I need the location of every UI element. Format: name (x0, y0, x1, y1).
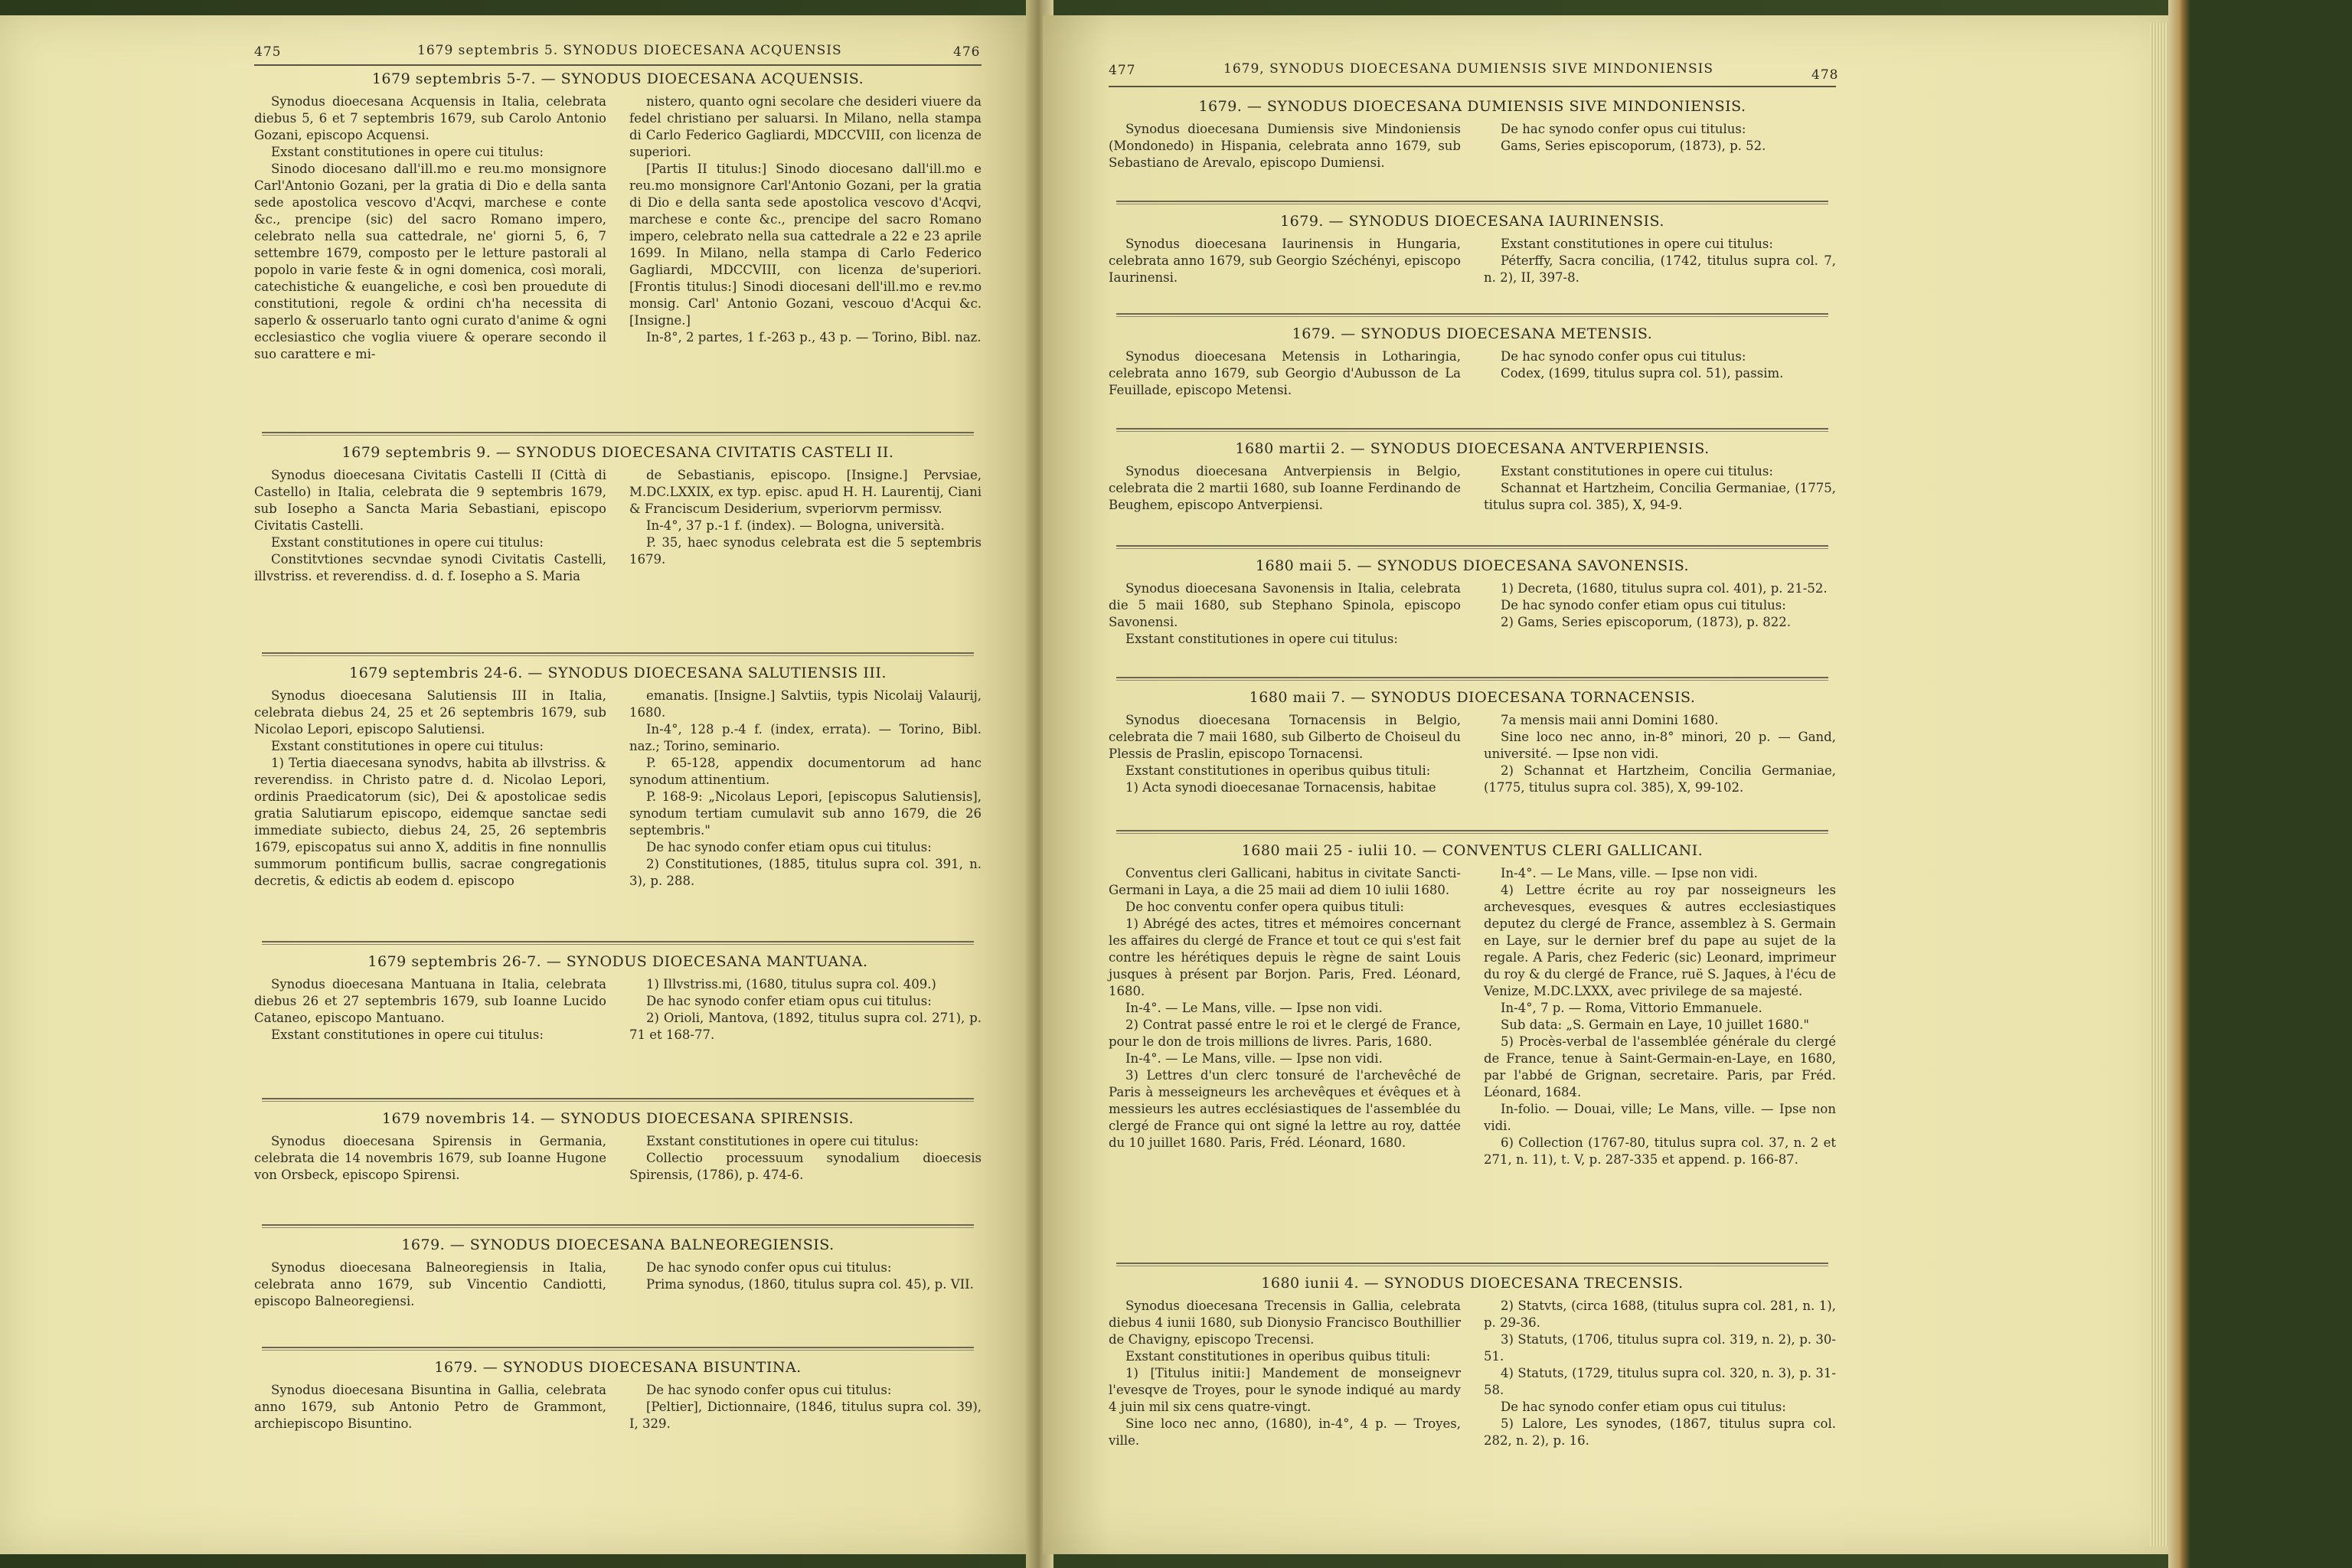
entry-paragraph: Synodus dioecesana Trecensis in Gallia, celebrata diebus 4 iunii 1680, sub Dionysio Francisco Bouthillier de Chavigny, episcopo Trecensi. (1109, 1298, 1461, 1347)
catalog-entry (254, 953, 982, 1044)
entry-paragraph: Synodus dioecesana Iaurinensis in Hungaria, celebrata anno 1679, sub Georgio Széchényi, episcopo Iaurinensi. (1109, 237, 1461, 285)
entry-paragraph: Exstant constitutiones in opere cui titulus: (271, 145, 544, 159)
entry-paragraph: 1) Acta synodi dioecesanae Tornacensis, habitae (1125, 780, 1436, 795)
entry-column (254, 688, 606, 890)
entry-paragraph: emanatis. [Insigne.] Salvtiis, typis Nicolaij Valaurij, 1680. (629, 688, 982, 720)
entry-title: 1679 septembris 5-7. — SYNODUS DIOECESANA ACQUENSIS. (371, 70, 864, 87)
entry-separator-rule (1116, 545, 1828, 549)
catalog-entry (1109, 213, 1836, 286)
entry-paragraph: In-4°, 128 p.-4 f. (index, errata). — Torino, Bibl. naz.; Torino, seminario. (629, 722, 982, 753)
entry-paragraph: 1) Tertia diaecesana synodvs, habita ab illvstriss. & reverendiss. in Christo patre d. d. Nicolao Lepori, ordinis Praedicatorum (sic), Dei & apostolicae sedis gratia Salutiarum episcopo, eidemque sanctae sedi immediate subiecto, diebus 24, 25, 26 septembris 1679, episcopatus sui anno X, additis in fine nonnullis summorum pontificum bullis, sacrae congregationis decretis, & edictis ab eodem d. episcopo (254, 756, 606, 888)
entry-paragraph: Exstant constitutiones in opere cui titulus: (271, 739, 544, 753)
entry-separator-rule (262, 941, 974, 945)
entry-paragraph: De hoc conventu confer opera quibus tituli: (1125, 900, 1404, 914)
running-title: 1679 septembris 5. SYNODUS DIOECESANA ACQUENSIS (417, 43, 842, 58)
entry-column (1484, 121, 1836, 172)
entry-paragraph: Sub data: „S. Germain en Laye, 10 juillet 1680." (1501, 1018, 1809, 1032)
catalog-entry (1109, 842, 1836, 1168)
entry-paragraph: 7a mensis maii anni Domini 1680. (1501, 713, 1719, 727)
entry-column (1109, 580, 1461, 648)
entry-column (1484, 712, 1836, 796)
entry-paragraph: Synodus dioecesana Dumiensis sive Mindoniensis (Mondonedo) in Hispania, celebrata anno 1679, sub Sebastiano de Arevalo, episcopo Dumiensi. (1109, 122, 1461, 170)
entry-column (1484, 580, 1836, 648)
entry-column (1109, 348, 1461, 399)
entry-paragraph: Exstant constitutiones in operibus quibus tituli: (1125, 763, 1431, 778)
header-rule (1109, 86, 1836, 87)
entry-column (629, 467, 982, 585)
entry-paragraph: [Peltier], Dictionnaire, (1846, titulus supra col. 39), I, 329. (629, 1400, 982, 1431)
entry-paragraph: Prima synodus, (1860, titulus supra col. 45), p. VII. (646, 1277, 974, 1292)
entry-paragraph: Schannat et Hartzheim, Concilia Germaniae, (1775, titulus supra col. 385), X, 94-9. (1484, 481, 1836, 512)
entry-separator-rule (262, 1224, 974, 1228)
page-number: 477 (1109, 63, 1136, 78)
entry-paragraph: P. 168-9: „Nicolaus Lepori, [episcopus Salutiensis], synodum tertiam cumulavit sub anno 1679, die 26 septembris." (629, 789, 982, 838)
entry-paragraph: In-folio. — Douai, ville; Le Mans, ville. — Ipse non vidi. (1484, 1102, 1836, 1133)
entry-column (1484, 348, 1836, 399)
entry-title: 1679 novembris 14. — SYNODUS DIOECESANA SPIRENSIS. (381, 1110, 854, 1127)
entry-paragraph: In-4°. — Le Mans, ville. — Ipse non vidi. (1125, 1051, 1383, 1066)
entry-paragraph: In-4°. — Le Mans, ville. — Ipse non vidi. (1501, 866, 1758, 880)
entry-column (254, 1382, 606, 1432)
entry-title: 1680 iunii 4. — SYNODUS DIOECESANA TRECENSIS. (1261, 1275, 1684, 1292)
entry-paragraph: 2) Schannat et Hartzheim, Concilia Germaniae, (1775, titulus supra col. 385), X, 99-102. (1484, 763, 1836, 795)
entry-column (629, 1259, 982, 1310)
entry-paragraph: 3) Lettres d'un clerc tonsuré de l'archevêché de Paris à messeigneurs les archevêques et évêques et à messieurs les autres ecclésiastiques de l'assemblée du clergé de France qui ont signé la lettre au roy, dattée du 10 juillet 1680. Paris, Fréd. Léonard, 1680. (1109, 1068, 1461, 1150)
entry-paragraph: Exstant constitutiones in operibus quibus tituli: (1125, 1349, 1431, 1364)
entry-paragraph: 1) [Titulus initii:] Mandement de monseignevr l'evesqve de Troyes, pour le synode indiqué au mardy 4 juin mil six cens quatre-vingt. (1109, 1366, 1461, 1414)
entry-paragraph: Sine loco nec anno, (1680), in-4°, 4 p. — Troyes, ville. (1109, 1416, 1461, 1448)
entry-title: 1679 septembris 26-7. — SYNODUS DIOECESANA MANTUANA. (368, 953, 868, 970)
entry-title: 1679 septembris 24-6. — SYNODUS DIOECESANA SALUTIENSIS III. (349, 665, 887, 681)
entry-column (254, 976, 606, 1044)
entry-paragraph: Synodus dioecesana Antverpiensis in Belgio, celebrata die 2 martii 1680, sub Ioanne Ferdinando de Beughem, episcopo Antverpiensi. (1109, 464, 1461, 512)
page-number: 478 (1811, 67, 1839, 83)
entry-title: 1679 septembris 9. — SYNODUS DIOECESANA CIVITATIS CASTELI II. (341, 444, 894, 461)
entry-column (1109, 865, 1461, 1168)
catalog-entry (1109, 1275, 1836, 1449)
catalog-entry (1109, 325, 1836, 399)
book-cover-edge (2168, 0, 2352, 1568)
entry-paragraph: In-4°, 7 p. — Roma, Vittorio Emmanuele. (1501, 1001, 1762, 1015)
entry-separator-rule (1116, 830, 1828, 834)
entry-separator-rule (1116, 428, 1828, 432)
entry-paragraph: Collectio processuum synodalium dioecesis Spirensis, (1786), p. 474-6. (629, 1151, 982, 1182)
entry-paragraph: Synodus dioecesana Salutiensis III in Italia, celebrata diebus 24, 25 et 26 septembris 1679, sub Nicolao Lepori, episcopo Salutiensi. (254, 688, 606, 737)
catalog-entry (254, 1110, 982, 1184)
entry-paragraph: Synodus dioecesana Balneoregiensis in Italia, celebrata anno 1679, sub Vincentio Candiotti, episcopo Balneoregiensi. (254, 1260, 606, 1308)
catalog-entry (1109, 98, 1836, 172)
entry-paragraph: Gams, Series episcoporum, (1873), p. 52. (1501, 139, 1766, 153)
entry-paragraph: 1) Illvstriss.mi, (1680, titulus supra col. 409.) (646, 977, 936, 991)
entry-paragraph: Exstant constitutiones in opere cui titulus: (646, 1134, 919, 1148)
entry-column (629, 976, 982, 1044)
entry-title: 1679. — SYNODUS DIOECESANA BISUNTINA. (434, 1359, 802, 1376)
entry-column (1484, 865, 1836, 1168)
entry-paragraph: 5) Procès-verbal de l'assemblée générale du clergé de France, tenue à Saint-Germain-en-Laye, en 1680, par l'abbé de Grignan, secretaire. Paris, par Fréd. Léonard, 1684. (1484, 1034, 1836, 1099)
entry-column (1109, 121, 1461, 172)
entry-separator-rule (1116, 677, 1828, 681)
entry-paragraph: Conventus cleri Gallicani, habitus in civitate Sancti-Germani in Laya, a die 25 maii ad diem 10 iulii 1680. (1109, 866, 1461, 897)
entry-title: 1679. — SYNODUS DIOECESANA IAURINENSIS. (1280, 213, 1664, 230)
entry-paragraph: 3) Statuts, (1706, titulus supra col. 319, n. 2), p. 30-51. (1484, 1332, 1836, 1364)
entry-column (1109, 712, 1461, 796)
entry-paragraph: Synodus dioecesana Metensis in Lotharingia, celebrata anno 1679, sub Georgio d'Aubusson de La Feuillade, episcopo Metensi. (1109, 349, 1461, 397)
entry-title: 1679. — SYNODUS DIOECESANA METENSIS. (1292, 325, 1653, 342)
entry-title: 1680 martii 2. — SYNODUS DIOECESANA ANTVERPIENSIS. (1235, 440, 1710, 457)
entry-paragraph: Synodus dioecesana Bisuntina in Gallia, celebrata anno 1679, sub Antonio Petro de Grammont, archiepiscopo Bisuntino. (254, 1383, 606, 1431)
entry-title: 1680 maii 7. — SYNODUS DIOECESANA TORNACENSIS. (1249, 689, 1696, 706)
entry-paragraph: Exstant constitutiones in opere cui titulus: (1501, 237, 1773, 251)
catalog-entry (1109, 440, 1836, 514)
entry-paragraph: P. 65-128, appendix documentorum ad hanc synodum attinentium. (629, 756, 982, 787)
entry-paragraph: Exstant constitutiones in opere cui titulus: (1125, 632, 1398, 646)
entry-paragraph: Synodus dioecesana Spirensis in Germania, celebrata die 14 novembris 1679, sub Ioanne Hugone von Orsbeck, episcopo Spirensi. (254, 1134, 606, 1182)
entry-separator-rule (1116, 201, 1828, 204)
entry-paragraph: Sine loco nec anno, in-8° minori, 20 p. — Gand, université. — Ipse non vidi. (1484, 730, 1836, 761)
entry-column (629, 93, 982, 363)
entry-paragraph: P. 35, haec synodus celebrata est die 5 septembris 1679. (629, 535, 982, 567)
entry-column (254, 1259, 606, 1310)
entry-paragraph: 2) Contrat passé entre le roi et le clergé de France, pour le don de trois millions de livres. Paris, 1680. (1109, 1018, 1461, 1049)
entry-paragraph: In-4°, 37 p.-1 f. (index). — Bologna, università. (646, 518, 945, 533)
entry-paragraph: Péterffy, Sacra concilia, (1742, titulus supra col. 7, n. 2), II, 397-8. (1484, 253, 1836, 285)
catalog-entry (1109, 689, 1836, 796)
entry-paragraph: 1) Decreta, (1680, titulus supra col. 401), p. 21-52. (1501, 581, 1828, 596)
entry-column (1109, 1298, 1461, 1449)
entry-paragraph: [Partis II titulus:] Sinodo diocesano dall'ill.mo e reu.mo monsignore Carl'Antonio Gozani, per la gratia di Dio e della santa sede apostolica vescovo d'Acqvi, marchese e conte &c., prencipe del sacro Romano impero, celebrato nella sua cattedrale a 22 e 23 aprile 1699. In Milano, nella stampa di Carlo Federico Gagliardi, MDCCVIII, con licenza de'superiori. [Frontis titulus:] Sinodi diocesani dell'ill.mo e rev.mo monsig. Carl' Antonio Gozani, vescouo d'Acqui &c. [Insigne.] (629, 162, 982, 328)
entry-paragraph: De hac synodo confer etiam opus cui titulus: (1501, 598, 1786, 612)
entry-separator-rule (1116, 1263, 1828, 1266)
entry-paragraph: De hac synodo confer opus cui titulus: (1501, 349, 1746, 364)
entry-paragraph: 2) Orioli, Mantova, (1892, titulus supra col. 271), p. 71 et 168-77. (629, 1011, 982, 1042)
entry-paragraph: Synodus dioecesana Civitatis Castelli II (Città di Castello) in Italia, celebrata die 9 septembris 1679, sub Iosepho a Sancta Maria Sebastiani, episcopo Civitatis Castelli. (254, 468, 606, 533)
entry-paragraph: 6) Collection (1767-80, titulus supra col. 37, n. 2 et 271, n. 11), t. V, p. 287-335 et append. p. 166-87. (1484, 1135, 1836, 1167)
running-title: 1679, SYNODUS DIOECESANA DUMIENSIS SIVE MINDONIENSIS (1223, 61, 1714, 77)
entry-column (1484, 236, 1836, 286)
entry-paragraph: Sinodo diocesano dall'ill.mo e reu.mo monsignore Carl'Antonio Gozani, per la gratia di Dio e della santa sede apostolica vescovo d'Acqvi, marchese e conte &c., prencipe (sic) del sacro Romano impero, celebrato nella sua cattedrale, ne' giorni 5, 6, 7 settembre 1679, composto per le letture pastorali al popolo in varie feste & in ogni domenica, così morali, catechistiche & euangeliche, e così ben prouedute di constitutioni, regole & ordini ch'ha necessita di saperlo & osseruarlo tanto ogni curato d'anime & ogni ecclesiastico che voglia viuere & operare secondo il suo carattere e mi- (254, 162, 606, 361)
entry-paragraph: Synodus dioecesana Acquensis in Italia, celebrata diebus 5, 6 et 7 septembris 1679, sub Carolo Antonio Gozani, episcopo Acquensi. (254, 94, 606, 142)
entry-paragraph: Synodus dioecesana Mantuana in Italia, celebrata diebus 26 et 27 septembris 1679, sub Ioanne Lucido Cataneo, episcopo Mantuano. (254, 977, 606, 1025)
catalog-entry (254, 1236, 982, 1310)
entry-separator-rule (1116, 313, 1828, 317)
entry-paragraph: 2) Gams, Series episcoporum, (1873), p. 822. (1501, 615, 1792, 629)
entry-paragraph: de Sebastianis, episcopo. [Insigne.] Pervsiae, M.DC.LXXIX, ex typ. episc. apud H. H. Laurentij, Ciani & Franciscum Desiderium, svperiorvm permissv. (629, 468, 982, 516)
entry-paragraph: 4) Statuts, (1729, titulus supra col. 320, n. 3), p. 31-58. (1484, 1366, 1836, 1397)
catalog-entry (254, 444, 982, 585)
entry-title: 1680 maii 25 - iulii 10. — CONVENTUS CLERI GALLICANI. (1241, 842, 1704, 859)
entry-separator-rule (262, 432, 974, 436)
entry-column (1109, 463, 1461, 514)
entry-paragraph: De hac synodo confer etiam opus cui titulus: (646, 840, 932, 854)
entry-column (629, 1382, 982, 1432)
page-number: 475 (254, 44, 282, 60)
entry-paragraph: Codex, (1699, titulus supra col. 51), passim. (1501, 366, 1784, 381)
entry-column (1109, 236, 1461, 286)
entry-paragraph: In-8°, 2 partes, 1 f.-263 p., 43 p. — Torino, Bibl. naz. (646, 330, 982, 345)
header-rule (254, 64, 982, 66)
entry-separator-rule (262, 1347, 974, 1351)
entry-paragraph: Exstant constitutiones in opere cui titulus: (271, 535, 544, 550)
entry-column (1484, 1298, 1836, 1449)
entry-paragraph: In-4°. — Le Mans, ville. — Ipse non vidi. (1125, 1001, 1383, 1015)
entry-separator-rule (262, 1098, 974, 1102)
entry-column (629, 1133, 982, 1184)
entry-paragraph: De hac synodo confer opus cui titulus: (646, 1383, 892, 1397)
entry-paragraph: 1) Abrégé des actes, titres et mémoires concernant les affaires du clergé de France et tout ce qui s'est fait contre les hérétiques depuis le règne de saint Louis jusques à présent par Borjon. Paris, Fred. Léonard, 1680. (1109, 916, 1461, 998)
entry-column (254, 1133, 606, 1184)
entry-title: 1680 maii 5. — SYNODUS DIOECESANA SAVONENSIS. (1255, 557, 1690, 574)
entry-paragraph: 5) Lalore, Les synodes, (1867, titulus supra col. 282, n. 2), p. 16. (1484, 1416, 1836, 1448)
entry-paragraph: De hac synodo confer etiam opus cui titulus: (1501, 1400, 1786, 1414)
entry-paragraph: Exstant constitutiones in opere cui titulus: (1501, 464, 1773, 479)
entry-paragraph: De hac synodo confer opus cui titulus: (1501, 122, 1746, 136)
entry-paragraph: Synodus dioecesana Savonensis in Italia, celebrata die 5 maii 1680, sub Stephano Spinola, episcopo Savonensi. (1109, 581, 1461, 629)
entry-column (254, 93, 606, 363)
entry-column (629, 688, 982, 890)
entry-paragraph: Exstant constitutiones in opere cui titulus: (271, 1027, 544, 1042)
catalog-entry (254, 70, 982, 363)
entry-paragraph: 2) Constitutiones, (1885, titulus supra col. 391, n. 3), p. 288. (629, 857, 982, 888)
catalog-entry (254, 1359, 982, 1432)
entry-paragraph: De hac synodo confer etiam opus cui titulus: (646, 994, 932, 1008)
entry-paragraph: Synodus dioecesana Tornacensis in Belgio, celebrata die 7 maii 1680, sub Gilberto de Choiseul du Plessis de Praslin, episcopo Tornacensi. (1109, 713, 1461, 761)
entry-paragraph: 2) Statvts, (circa 1688, (titulus supra col. 281, n. 1), p. 29-36. (1484, 1298, 1836, 1330)
entry-paragraph: nistero, quanto ogni secolare che desideri viuere da fedel christiano per saluarsi. In Milano, nella stampa di Carlo Federico Gagliardi, MDCCVIII, con licenza de superiori. (629, 94, 982, 159)
entry-title: 1679. — SYNODUS DIOECESANA BALNEOREGIENSIS. (401, 1236, 835, 1253)
entry-paragraph: De hac synodo confer opus cui titulus: (646, 1260, 892, 1275)
entry-paragraph: Constitvtiones secvndae synodi Civitatis Castelli, illvstriss. et reverendiss. d. d. f. Iosepho a S. Maria (254, 552, 606, 583)
catalog-entry (254, 665, 982, 890)
entry-separator-rule (262, 652, 974, 656)
page-number: 476 (953, 44, 981, 60)
entry-title: 1679. — SYNODUS DIOECESANA DUMIENSIS SIVE MINDONIENSIS. (1198, 98, 1746, 115)
entry-column (254, 467, 606, 585)
catalog-entry (1109, 557, 1836, 648)
entry-paragraph: 4) Lettre écrite au roy par nosseigneurs les archevesques, evesques & autres ecclesiastiques deputez du clergé de France, assemblez à S. Germain en Laye, sur le dernier bref du pape au sujet de la regale. A Paris, chez Federic (sic) Leonard, imprimeur du roy & du clergé de France, ruë S. Jaques, à l'écu de Venize, M.DC.LXXX, avec privilege de sa majesté. (1484, 883, 1836, 998)
entry-column (1484, 463, 1836, 514)
